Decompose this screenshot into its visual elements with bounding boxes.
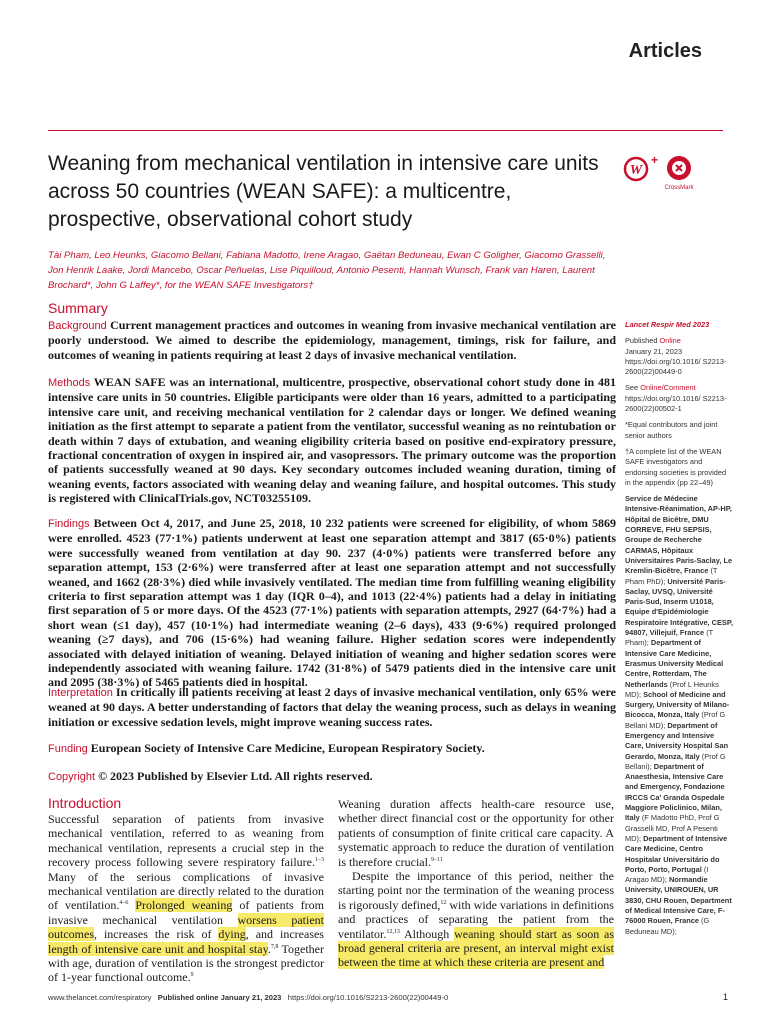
article-doi[interactable]: https://doi.org/10.1016/ S2213-2600(22)00449-0	[625, 356, 727, 377]
body-text: Successful separation of patients from invasive mechanical ventilation, referred to as weaning from mechanical ventilation, represents a crucial step in the recovery process following severe respiratory failure.	[48, 812, 324, 870]
divider	[48, 130, 723, 131]
copyright-label: Copyright	[48, 771, 96, 783]
footer-doi[interactable]: https://doi.org/10.1016/S2213-2600(22)00449-0	[287, 993, 449, 1002]
article-title: Weaning from mechanical ventilation in intensive care units across 50 countries (WEAN SAFE): a multicentre, prospective, observational cohort study	[48, 152, 599, 231]
investigators-note: †A complete list of the WEAN SAFE investigators and endorsing societies is provided in the appendix (pp 22–49)	[625, 446, 727, 487]
body-text: Many of the serious complications of invasive mechanical ventilation are directly related to the duration of ventilation.	[48, 869, 324, 913]
comment-doi[interactable]: https://doi.org/10.1016/ S2213-2600(22)00502-1	[625, 393, 727, 414]
affiliations	[625, 494, 733, 937]
background-text: Current management practices and outcomes in weaning from invasive mechanical ventilation are poorly understood. We aimed to describe the epidemiology, management, timings, risk for failure, and outcomes of weaning in patients requiring at least 2 days of invasive mechanical ventilation.	[48, 318, 617, 362]
summary-interpretation	[48, 685, 616, 729]
sidebar	[625, 320, 733, 937]
background-label: Background	[48, 320, 107, 332]
body-text: of patients from invasive mechanical ventilation	[48, 898, 325, 927]
summary-funding	[48, 741, 616, 756]
affiliation-authors: (F Madotto PhD, Prof G Grasselli MD, Prof A Pesenti MD);	[625, 813, 720, 843]
citation-ref: 4–6	[119, 900, 129, 907]
affiliation-authors: (T Pham);	[625, 628, 714, 648]
svg-text:+: +	[651, 153, 659, 167]
body-text: with wide variations in definitions and practices of separating the patient from the ventilator.	[338, 897, 614, 941]
published-info: Published Online January 21, 2023 https://doi.org/10.1016/ S2213-2600(22)00449-0	[625, 336, 727, 377]
citation-ref: 7,8	[270, 943, 279, 950]
highlighted-text: Prolonged weaning	[135, 898, 233, 913]
funding-label: Funding	[48, 743, 88, 755]
highlighted-text: weaning should start as soon as broad general criteria are present, an interval might exist between the time at which these criteria are present and	[338, 926, 614, 970]
citation-ref: 1–3	[315, 857, 324, 864]
findings-label: Findings	[48, 518, 90, 530]
citation-ref: 9–11	[430, 856, 443, 863]
journal-url[interactable]: www.thelancet.com/respiratory	[48, 993, 152, 1002]
summary-background	[48, 318, 616, 362]
intro-paragraph	[338, 797, 614, 869]
interpretation-label: Interpretation	[48, 687, 113, 699]
affiliation-name: Department of Anaesthesia, Intensive Care and Emergency, Fondazione IRCCS Ca' Granda Ospedale Maggiore Policlinico, Milan, Italy	[625, 761, 725, 823]
affiliation-authors: (T Pham PhD);	[625, 566, 718, 586]
comment-link[interactable]: Online/Comment	[640, 383, 696, 393]
journal-citation: Lancet Respir Med 2023	[625, 320, 710, 329]
summary-methods	[48, 375, 616, 506]
introduction-column-right	[338, 797, 614, 970]
body-text: Although	[399, 926, 455, 941]
body-text: Despite the importance of this period, neither the starting point nor the termination of the weaning process is rigorously defined,	[338, 869, 614, 912]
introduction-column-left	[48, 812, 324, 985]
affiliation-name: Department of Intensive Care Medicine, Erasmus University Medical Centre, Rotterdam, The Netherlands	[625, 638, 724, 689]
methods-text: WEAN SAFE was an international, multicentre, prospective, observational cohort study done in 481 intensive care units in 50 countries. Eligible participants were older than 16 years, admitted to a participating intensive care unit, and receiving mechanical ventilation for 2 calendar days or longer. We defined weaning initiation as the first attempt to separate a patient from the ventilator, successful weaning as no reintubation or death within 7 days of extubation, and weaning eligibility criteria based on positive end-expiratory pressure, fractional concentration of oxygen in inspired air, and vasopressors. The primary outcome was the proportion of patients successfully weaned at 90 days. Key secondary outcomes included weaning duration, timing of weaning events, factors associated with weaning delay and weaning failure, and hospital outcomes. This study is registered with ClinicalTrials.gov, NCT03255109.	[48, 375, 616, 506]
intro-paragraph	[48, 812, 324, 985]
citation-ref: 9	[190, 972, 194, 979]
body-text: , and increases	[245, 927, 324, 942]
funding-text: European Society of Intensive Care Medicine, European Respiratory Society.	[90, 741, 485, 755]
introduction-heading: Introduction	[48, 795, 122, 811]
affiliation-authors: (Prof G Bellani);	[625, 751, 726, 771]
citation-ref: 12,13	[386, 928, 400, 935]
see-also: See Online/Comment https://doi.org/10.1016/ S2213-2600(22)00502-1	[625, 383, 727, 414]
body-text: .	[267, 941, 271, 956]
affiliation-name: Department of Emergency and Intensive Care, University Hospital San Gerardo, Monza, Italy	[625, 720, 729, 761]
page-number: 1	[722, 992, 728, 1002]
body-text: , increases the risk of	[94, 927, 219, 942]
highlighted-text: dying	[218, 927, 246, 942]
footer	[48, 993, 728, 1002]
online-link[interactable]: Online	[659, 336, 681, 346]
author-list: Tài Pham, Leo Heunks, Giacomo Bellani, Fabiana Madotto, Irene Aragao, Gaëtan Beduneau, Ewan C Goligher, Giacomo Grasselli, Jon Henrik Laake, Jordi Mancebo, Oscar Peñuelas, Lise Piquilloud, Antonio Pesenti, Hannah Wunsch, Frank van Haren, Laurent Brochard*, John G Laffey*, for the WEAN SAFE Investigators†	[48, 250, 606, 291]
affiliation-authors: (Prof G Bellani MD);	[625, 710, 726, 730]
body-text: Together with age, duration of ventilation is the strongest predictor of 1-year functional outcome.	[48, 941, 324, 985]
highlighted-text: worsens patient outcomes	[48, 912, 324, 942]
citation-ref: 12	[440, 899, 447, 906]
affiliation-authors: (G Beduneau MD);	[625, 916, 710, 936]
crossmark-icon[interactable]	[664, 153, 694, 193]
highlighted-text: length of intensive care unit and hospital stay	[48, 941, 268, 956]
methods-label: Methods	[48, 377, 91, 389]
equal-contributors-note: *Equal contributors and joint senior authors	[625, 420, 718, 440]
affiliation-name: Université Paris-Saclay, UVSQ, Université Paris-Sud, Inserm U1018, Equipe d'Epidémiologie Respiratoire Intégrative, CESP, 94807, Villejuif, France	[625, 576, 733, 638]
svg-text:W: W	[629, 163, 643, 178]
interpretation-text: In critically ill patients receiving at least 2 days of invasive mechanical ventilation, only 65% were weaned at 90 days. A better understanding of factors that delay the weaning process, such as delays in weaning initiation or excessive sedation levels, might improve weaning success rates.	[48, 685, 617, 729]
article-logos	[622, 153, 702, 193]
section-label: Articles	[628, 40, 702, 62]
affiliation-name: School of Medicine and Surgery, University of Milano-Bicocca, Monza, Italy	[625, 689, 730, 720]
findings-text: Between Oct 4, 2017, and June 25, 2018, 10 232 patients were screened for eligibility, of whom 5869 were enrolled. 4523 (77·1%) patients underwent at least one separation attempt and 3817 (65·0%) patients were successfully weaned from ventilation at day 90. 237 (4·0%) patients were transferred before any separation attempt, 153 (2·6%) were transferred after at least one separation attempt and not successfully weaned, and 1662 (28·3%) died while invasively ventilated. The median time from fulfilling weaning eligibility criteria to first separation attempt was 1 day (IQR 0–4), and 1013 (22·4%) patients had a delay in initiating first separation of 5 or more days. Of the 4523 (77·1%) patients with separation attempts, 2927 (64·7%) had a short wean (≤1 day), 457 (10·1%) had intermediate weaning (2–6 days), 433 (9·6%) required prolonged weaning (≥7 days), and 706 (15·6%) had weaning failure. Higher sedation scores were independently associated with delayed initiation of weaning. Delayed initiation of weaning and higher sedation scores were independently associated with weaning failure. 1742 (31·8%) of 5479 patients died in the intensive care unit and 2095 (38·3%) of 5465 patients died in hospital.	[48, 516, 616, 690]
copyright-text: © 2023 Published by Elsevier Ltd. All rights reserved.	[98, 769, 373, 783]
summary-findings	[48, 516, 616, 690]
summary-heading: Summary	[48, 300, 108, 316]
affiliation-name: Service de Médecine Intensive-Réanimation, AP-HP, Hôpital de Bicêtre, DMU CORREVE, FHU SEPSIS, Groupe de Recherche CARMAS, Hôpitaux Universitaires Paris-Saclay, Le Kremlin-Bicêtre, France	[625, 494, 733, 576]
affiliation-authors: (Prof L Heunks MD);	[625, 679, 719, 699]
intro-paragraph	[338, 869, 614, 970]
footer-published: Published online January 21, 2023	[157, 993, 282, 1002]
summary-copyright	[48, 769, 616, 784]
affiliation-name: Normandie University, UNIROUEN, UR 3830, CHU Rouen, Department of Medical Intensive Care, F-76000 Rouen, France	[625, 875, 732, 926]
body-text: Weaning duration affects health-care resource use, whether direct financial cost or the opportunity for other patients of consumption of finite critical care capacity. A systematic approach to reduce the duration of ventilation is therefore crucial.	[338, 797, 614, 869]
affiliation-name: Department of Intensive Care Medicine, Centro Hospitalar Universitário do Porto, Porto, Portugal	[625, 833, 728, 874]
crossmark-label: CrossMark	[664, 185, 694, 191]
affiliation-authors: (I Aragao MD);	[625, 864, 709, 885]
